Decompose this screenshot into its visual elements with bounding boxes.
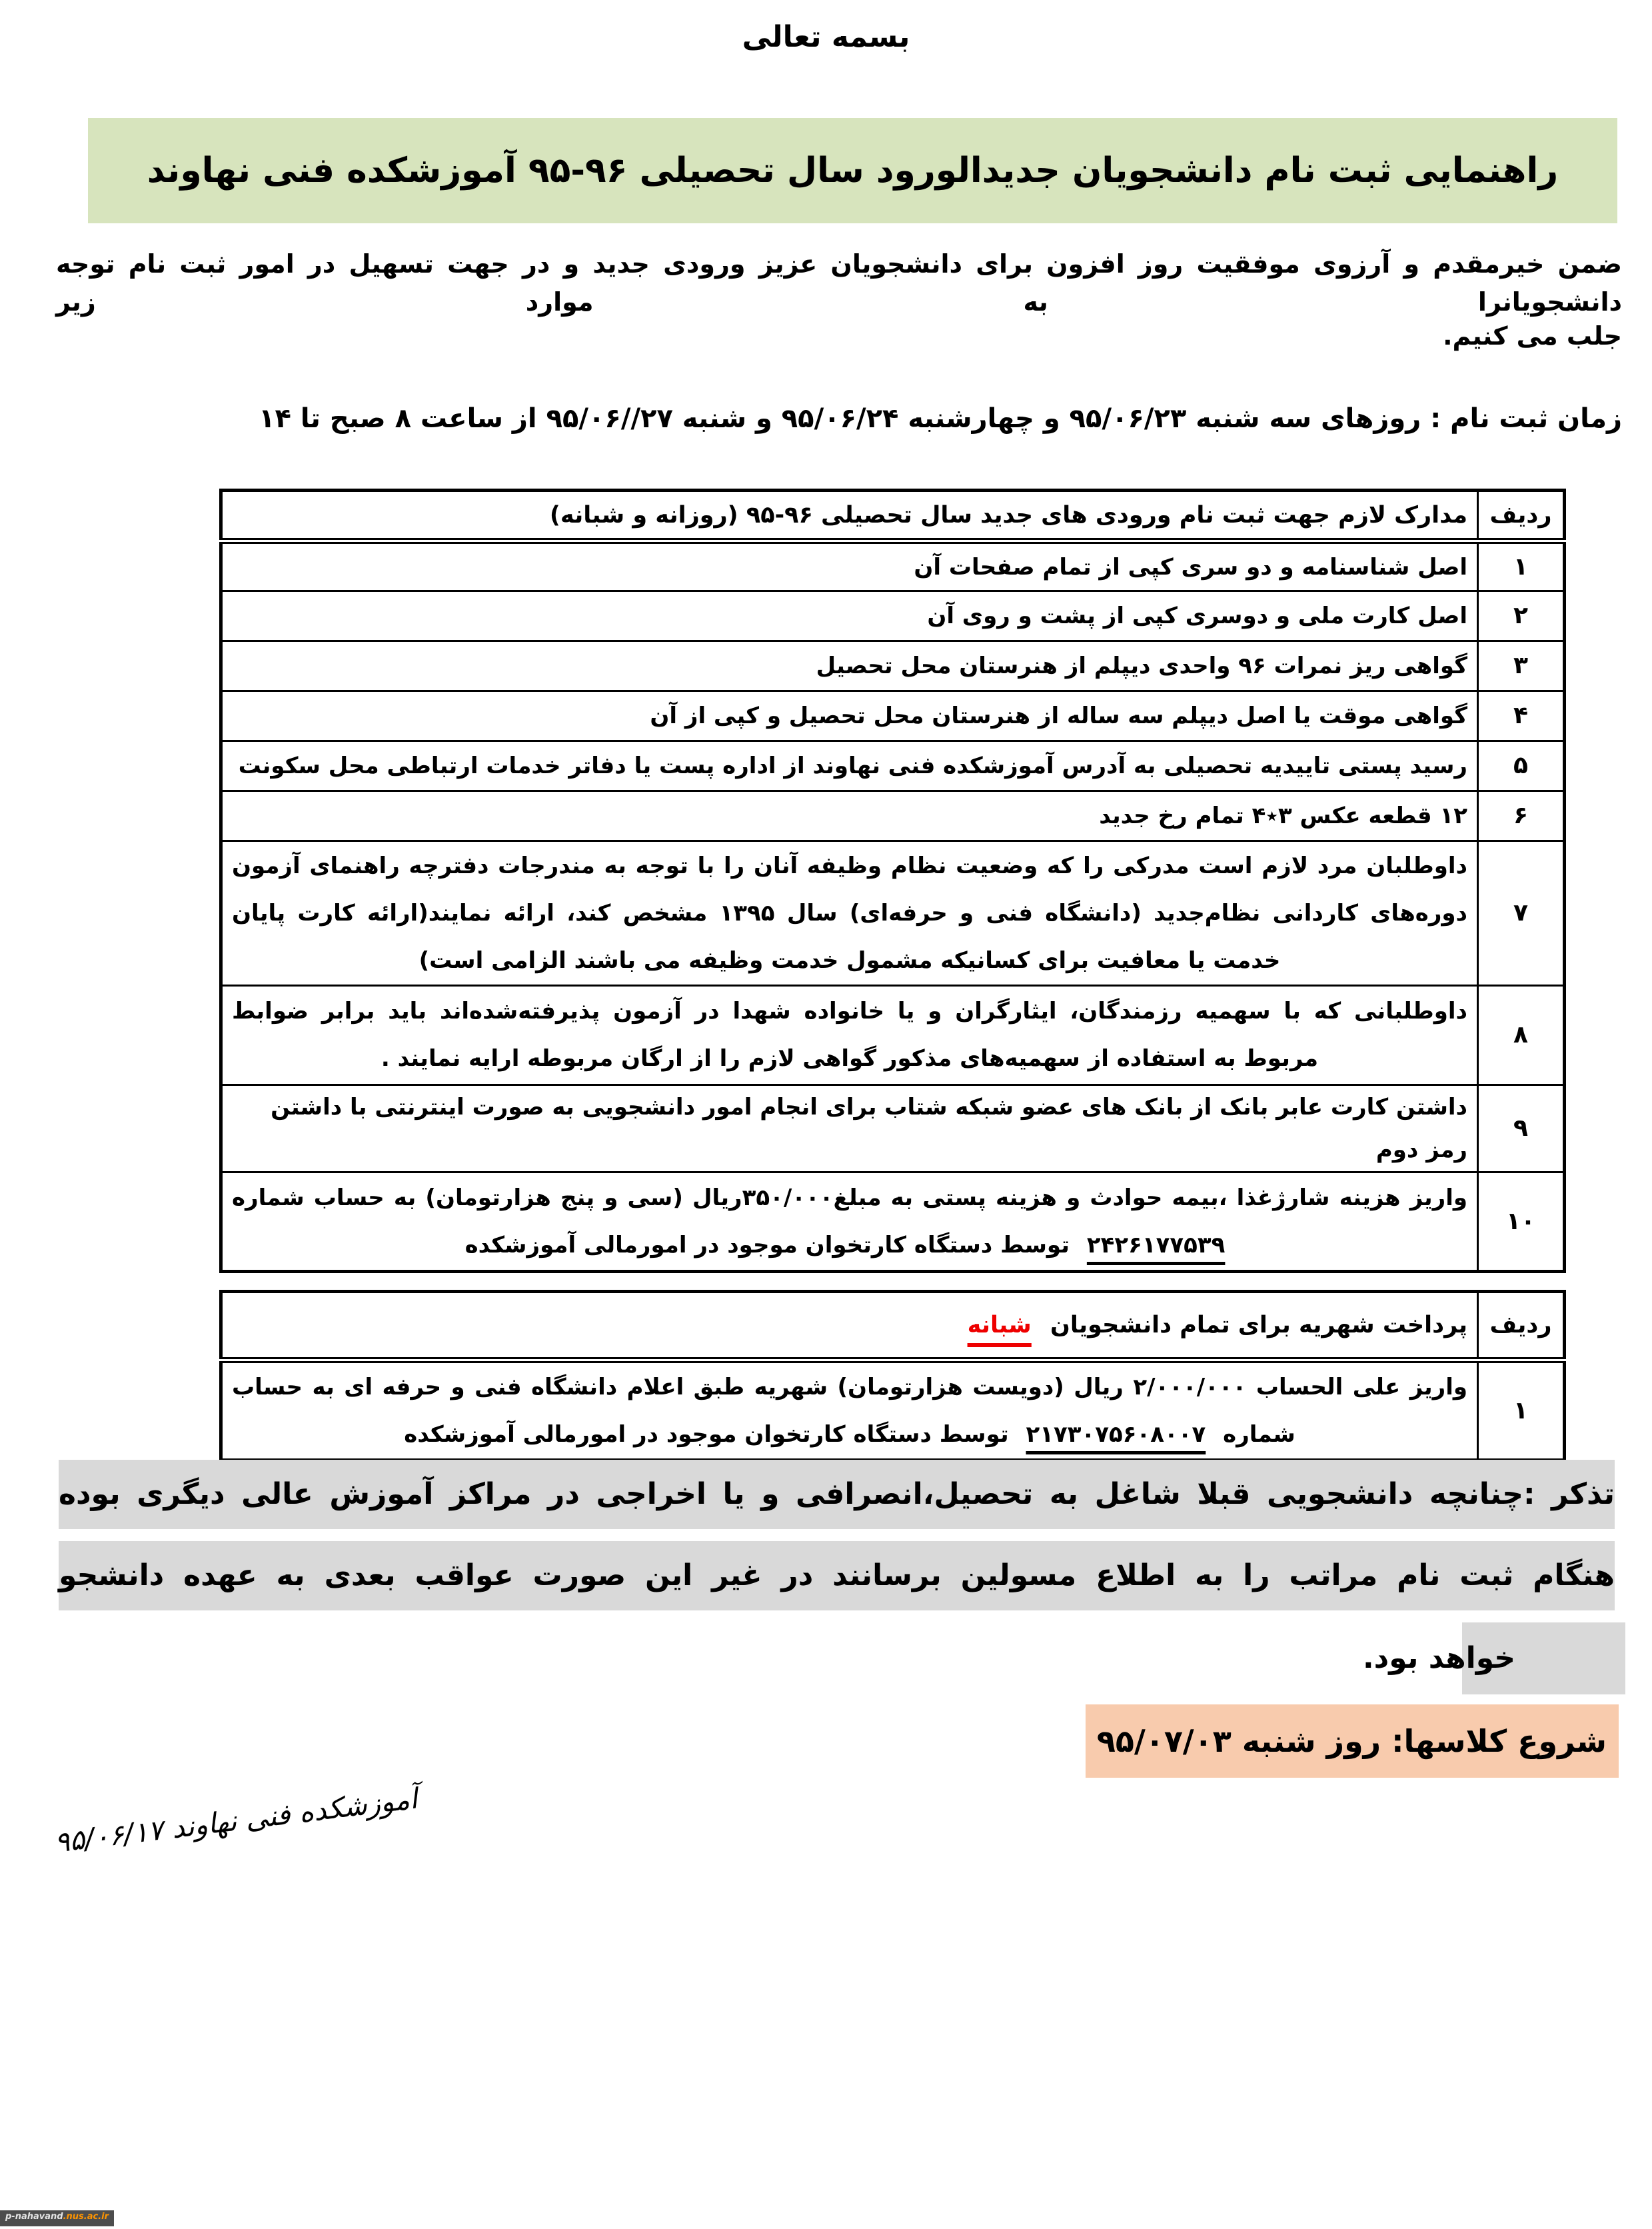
table-row xyxy=(221,841,1565,986)
row-number: ۱ xyxy=(1478,1360,1565,1460)
account-number: ۲۴۲۶۱۷۷۵۳۹ xyxy=(1086,1231,1226,1258)
required-documents-table xyxy=(219,489,1566,1273)
warning-note-line2: هنگام ثبت نام مراتب را به اطلاع مسولین برسانند در غیر این صورت عواقب بعدی به عهده دانشجو xyxy=(59,1541,1615,1610)
row-number-header: ردیف xyxy=(1478,491,1565,541)
registration-schedule-line: زمان ثبت نام : روزهای سه شنبه ۹۵/۰۶/۲۳ و چهارشنبه ۹۵/۰۶/۲۴ و شنبه ⁦۹۵/۰۶//۲۷⁩ از ساعت ۸ صبح تا ۱۴ xyxy=(259,403,1622,434)
watermark-domain: .nus.ac.ir xyxy=(63,2212,109,2222)
row-text: داشتن کارت عابر بانک از بانک های عضو شبکه شتاب برای انجام امور دانشجویی به صورت اینترنتی با داشتن رمز دوم xyxy=(221,1085,1478,1172)
row-number: ۴ xyxy=(1478,691,1565,741)
row-text: اصل شناسنامه و دو سری کپی از تمام صفحات آن xyxy=(221,541,1478,591)
tuition-header xyxy=(221,1292,1478,1360)
row-number: ۱۰ xyxy=(1478,1172,1565,1272)
table-row xyxy=(221,1360,1565,1460)
row-text: ۱۲ قطعه عکس ۳٭۴ تمام رخ جدید xyxy=(221,791,1478,841)
tuition-account-number: ۲۱۷۳۰۷۵۶۰۸۰۰۷ xyxy=(1026,1420,1206,1448)
row-number: ۹ xyxy=(1478,1085,1565,1172)
bismillah-heading: بسمه تعالی xyxy=(742,20,910,54)
intro-paragraph-line2: جلب می کنیم. xyxy=(1443,321,1622,351)
evening-highlight: شبانه xyxy=(967,1312,1032,1338)
tuition-text-after-account: توسط دستگاه کارتخوان موجود در امورمالی آموزشکده xyxy=(404,1420,1009,1448)
row-number: ۸ xyxy=(1478,986,1565,1085)
table-row xyxy=(221,1085,1565,1172)
row-text: اصل کارت ملی و دوسری کپی از پشت و روی آن xyxy=(221,591,1478,641)
table-row xyxy=(221,691,1565,741)
table-row xyxy=(221,541,1565,591)
classes-start-banner: شروع کلاسها: روز شنبه ۹۵/۰۷/۰۳ xyxy=(1086,1704,1619,1778)
row-number: ۷ xyxy=(1478,841,1565,986)
table-row xyxy=(221,986,1565,1085)
watermark-site: p-nahavand xyxy=(5,2212,63,2222)
page-title: راهنمایی ثبت نام دانشجویان جدیدالورود سال تحصیلی ۹۶-۹۵ آموزشکده فنی نهاوند xyxy=(147,151,1559,191)
table-header-row xyxy=(221,491,1565,541)
row-number: ۶ xyxy=(1478,791,1565,841)
row-number: ۲ xyxy=(1478,591,1565,641)
table-row xyxy=(221,641,1565,691)
page-title-band xyxy=(88,118,1617,223)
row-number-header: ردیف xyxy=(1478,1292,1565,1360)
documents-header: مدارک لازم جهت ثبت نام ورودی های جدید سال تحصیلی ۹۶-۹۵ (روزانه و شبانه) xyxy=(221,491,1478,541)
tuition-header-text: پرداخت شهریه برای تمام دانشجویان xyxy=(1050,1312,1467,1338)
row-text xyxy=(221,1360,1478,1460)
warning-note-line1: تذکر :چنانچه دانشجویی قبلا شاغل به تحصیل،انصرافی و یا اخراجی در مراکز آموزش عالی دیگری بوده xyxy=(59,1460,1615,1529)
table-row xyxy=(221,1172,1565,1272)
table-row xyxy=(221,791,1565,841)
row-number: ۳ xyxy=(1478,641,1565,691)
site-watermark xyxy=(0,2210,114,2226)
row-text xyxy=(221,1172,1478,1272)
fee-text-before-account: واریز هزینه شارژغذا ،بیمه حوادث و هزینه پستی به مبلغ۳۵۰/۰۰۰ریال (سی و پنج هزارتومان) به حساب شماره xyxy=(232,1184,1468,1211)
table-row xyxy=(221,591,1565,641)
table-header-row xyxy=(221,1292,1565,1360)
tuition-payment-table xyxy=(219,1290,1566,1462)
row-text: رسید پستی تاییدیه تحصیلی به آدرس آموزشکده فنی نهاوند از اداره پست یا دفاتر خدمات ارتباطی محل سکونت xyxy=(221,741,1478,791)
row-number: ۱ xyxy=(1478,541,1565,591)
row-text: داوطلبانی که با سهمیه رزمندگان، ایثارگران و یا خانواده شهدا در آزمون پذیرفته‌شده‌اند باید برابر ضوابط مربوط به استفاده از سهمیه‌های مذکور گواهی لازم را از ارگان مربوطه ارایه نمایند . xyxy=(221,986,1478,1085)
signature-line: آموزشکده فنی نهاوند ۹۵/۰۶/۱۷ xyxy=(53,1782,419,1859)
warning-note-line3: خواهد بود. xyxy=(1362,1641,1515,1675)
table-row xyxy=(221,741,1565,791)
row-text: داوطلبان مرد لازم است مدرکی را که وضعیت نظام وظیفه آنان را با توجه به مندرجات دفترچه راهنمای آزمون دوره‌های کاردانی نظام‌جدید (دانشگاه فنی و حرفه‌ای) سال ۱۳۹۵ مشخص کند، ارائه نمایند(ارائه کارت پایان خدمت یا معافیت برای کسانیکه مشمول خدمت وظیفه می باشند الزامی است) xyxy=(221,841,1478,986)
tuition-text-before-account: واریز علی الحساب ۲/۰۰۰/۰۰۰ ریال (دویست هزارتومان) شهریه طبق اعلام دانشگاه فنی و حرفه ای به حساب شماره xyxy=(232,1373,1467,1448)
row-text: گواهی ریز نمرات ۹۶ واحدی دیپلم از هنرستان محل تحصیل xyxy=(221,641,1478,691)
fee-text-after-account: توسط دستگاه کارتخوان موجود در امورمالی آموزشکده xyxy=(464,1231,1070,1258)
row-text: گواهی موقت یا اصل دیپلم سه ساله از هنرستان محل تحصیل و کپی از آن xyxy=(221,691,1478,741)
row-number: ۵ xyxy=(1478,741,1565,791)
intro-paragraph-line1: ضمن خیرمقدم و آرزوی موفقیت روز افزون برای دانشجویان عزیز ورودی جدید و در جهت تسهیل در امور ثبت نام توجه دانشجویانرا به موارد زیر xyxy=(56,249,1622,317)
